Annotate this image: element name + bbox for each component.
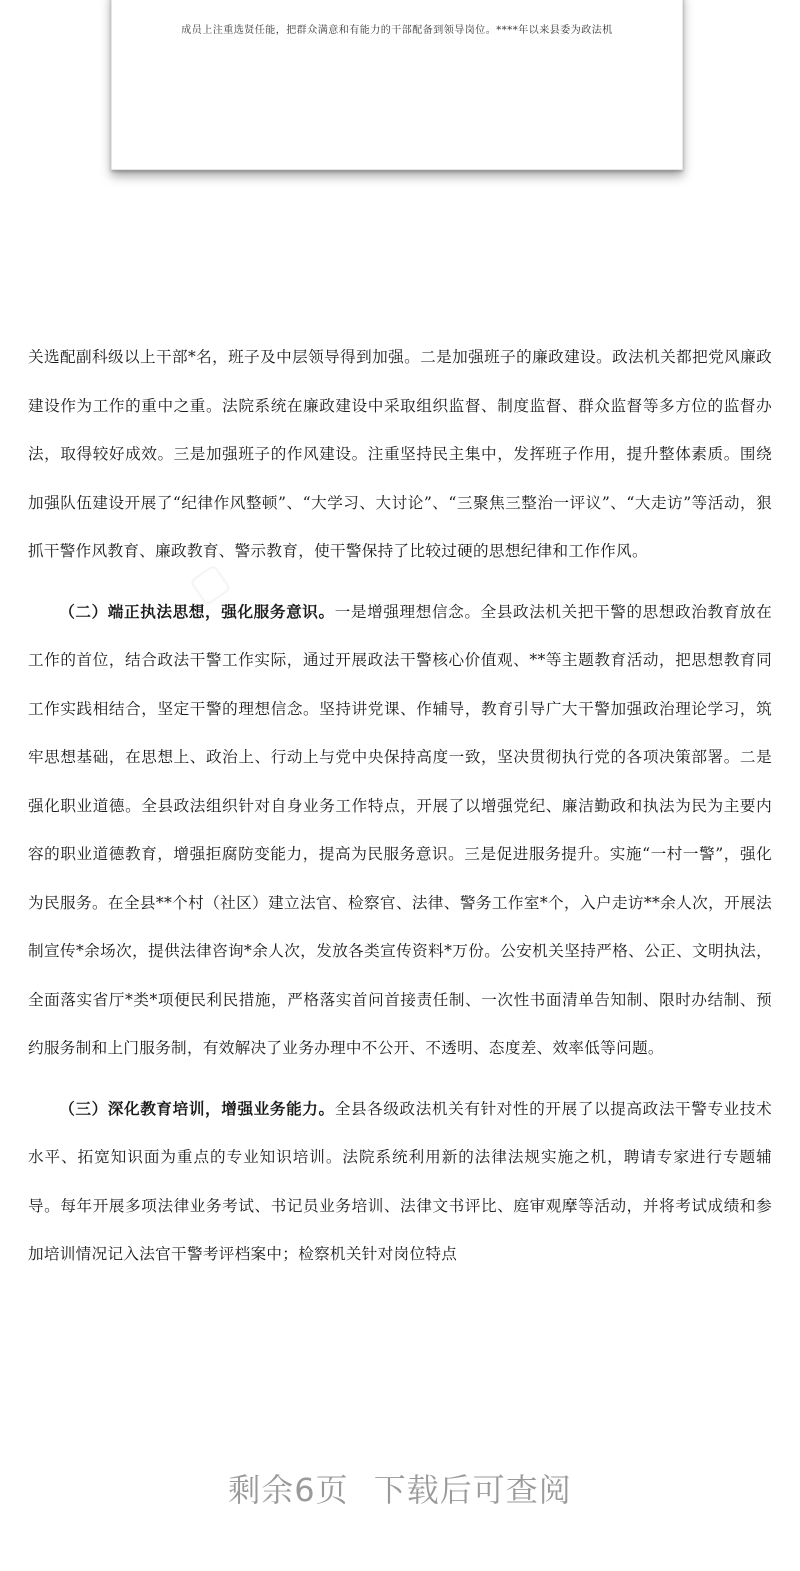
- download-to-view-label[interactable]: 下载后可查阅: [373, 1471, 572, 1509]
- paragraph-text: 关选配副科级以上干部*名，班子及中层领导得到加强。二是加强班子的廉政建设。政法机关都把党风廉政建设作为工作的重中之重。法院系统在廉政建设中采取组织监督、制度监督、群众监督等多方位的监督办法，取得较好成效。三是加强班子的作风建设。注重坚持民主集中，发挥班子作用，提升整体素质。围绕加强队伍建设开展了“纪律作风整顿”、“大学习、大讨论”、“三聚焦三整治一评议”、“大走访”等活动，狠抓干警作风教育、廉政教育、警示教育，使干警保持了比较过硬的思想纪律和工作作风。: [28, 348, 772, 560]
- paragraph-section-3: [28, 1085, 772, 1279]
- paragraph-text: 全县各级政法机关有针对性的开展了以提高政法干警专业技术水平、拓宽知识面为重点的专业知识培训。法院系统利用新的法律法规实施之机，聘请专家进行专题辅导。每年开展多项法律业务考试、书记员业务培训、法律文书评比、庭审观摩等活动，并将考试成绩和参加培训情况记入法官干警考评档案中；检察机关针对岗位特点: [28, 1099, 772, 1263]
- download-prompt[interactable]: [0, 1465, 800, 1511]
- document-preview-card: [111, 0, 683, 170]
- watermark: ▢: [180, 553, 238, 613]
- paragraph-continuation: [28, 333, 772, 576]
- section-heading: （三）深化教育培训，增强业务能力。: [59, 1098, 335, 1118]
- paragraph-text: 一是增强理想信念。全县政法机关把干警的思想政治教育放在工作的首位，结合政法干警工作实际，通过开展政法干警核心价值观、**等主题教育活动，把思想教育同工作实践相结合，坚定干警的理想信念。坚持讲党课、作辅导，教育引导广大干警加强政治理论学习，筑牢思想基础，在思想上、政治上、行动上与党中央保持高度一致，坚决贯彻执行党的各项决策部署。二是强化职业道德。全县政法组织针对自身业务工作特点，开展了以增强党纪、廉洁勤政和执法为民为主要内容的职业道德教育，增强拒腐防变能力，提高为民服务意识。三是促进服务提升。实施“一村一警”，强化为民服务。在全县**个村（社区）建立法官、检察官、法律、警务工作室*个，入户走访**余人次，开展法制宣传*余场次，提供法律咨询*余人次，发放各类宣传资料*万份。公安机关坚持严格、公正、文明执法，全面落实省厅*类*项便民利民措施，严格落实首问首接责任制、一次性书面清单告知制、限时办结制、预约服务制和上门服务制，有效解决了业务办理中不公开、不透明、态度差、效率低等问题。: [28, 602, 772, 1057]
- remaining-pages-label: 剩余6页: [228, 1471, 349, 1509]
- paragraph-section-2: [28, 588, 772, 1073]
- preview-text-line: 成员上注重选贤任能，把群众满意和有能力的干部配备到领导岗位。****年以来县委为政法机: [181, 25, 613, 36]
- document-body: [28, 333, 772, 1291]
- section-heading: （二）端正执法思想，强化服务意识。: [59, 601, 335, 621]
